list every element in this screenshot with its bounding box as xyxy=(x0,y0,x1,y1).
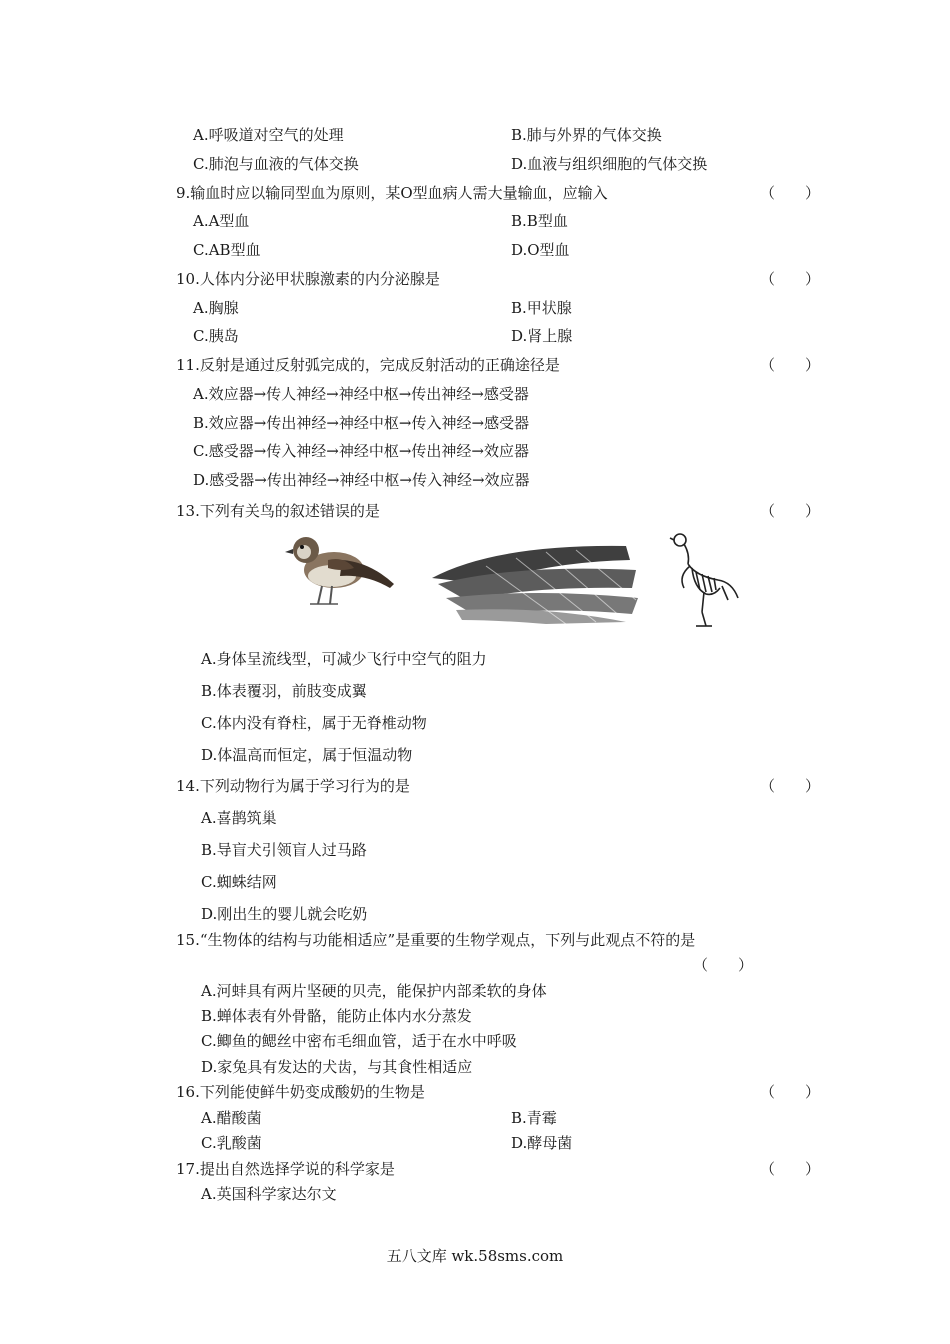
q9-stem: 9.输血时应以输同型血为原则，某O型血病人需大量输血，应输入 xyxy=(176,184,608,202)
q9-option-b: B.B型血 xyxy=(511,212,568,230)
q15-stem: 15.“生物体的结构与功能相适应”是重要的生物学观点，下列与此观点不符的是 xyxy=(176,931,696,949)
q15-option-a: A.河蚌具有两片坚硬的贝壳，能保护内部柔软的身体 xyxy=(201,982,547,1000)
q11-answer-paren: （ ） xyxy=(760,356,821,374)
bird-skeleton-illustration xyxy=(666,528,742,632)
q10-stem: 10.人体内分泌甲状腺激素的内分泌腺是 xyxy=(176,270,440,288)
q16-option-b: B.青霉 xyxy=(511,1109,557,1127)
q16-stem: 16.下列能使鲜牛奶变成酸奶的生物是 xyxy=(176,1083,425,1101)
q14-option-b: B.导盲犬引领盲人过马路 xyxy=(201,841,367,859)
q13-option-b: B.体表覆羽，前肢变成翼 xyxy=(201,682,367,700)
page-footer: 五八文库 wk.58sms.com xyxy=(386,1247,564,1265)
q13-answer-paren: （ ） xyxy=(760,502,821,520)
q11-stem: 11.反射是通过反射弧完成的，完成反射活动的正确途径是 xyxy=(176,356,560,374)
q10-answer-paren: （ ） xyxy=(760,270,821,288)
q13-option-c: C.体内没有脊柱，属于无脊椎动物 xyxy=(201,714,427,732)
q14-option-a: A.喜鹊筑巢 xyxy=(201,809,277,827)
q17-option-a: A.英国科学家达尔文 xyxy=(201,1185,337,1203)
q11-option-d: D.感受器→传出神经→神经中枢→传入神经→效应器 xyxy=(193,471,530,489)
q15-option-c: C.鲫鱼的鳃丝中密布毛细血管，适于在水中呼吸 xyxy=(201,1032,517,1050)
q9-answer-paren: （ ） xyxy=(760,184,821,202)
q17-answer-paren: （ ） xyxy=(760,1160,821,1178)
q15-answer-paren: （ ） xyxy=(693,956,754,974)
q17-stem: 17.提出自然选择学说的科学家是 xyxy=(176,1160,395,1178)
q14-stem: 14.下列动物行为属于学习行为的是 xyxy=(176,777,410,795)
q8-option-a: A.呼吸道对空气的处理 xyxy=(193,126,344,144)
q11-option-c: C.感受器→传入神经→神经中枢→传出神经→效应器 xyxy=(193,442,529,460)
q10-option-a: A.胸腺 xyxy=(193,299,239,317)
q9-option-d: D.O型血 xyxy=(511,241,570,259)
q9-option-c: C.AB型血 xyxy=(193,241,261,259)
q13-option-d: D.体温高而恒定，属于恒温动物 xyxy=(201,746,413,764)
q14-answer-paren: （ ） xyxy=(760,777,821,795)
q10-option-b: B.甲状腺 xyxy=(511,299,572,317)
q10-option-c: C.胰岛 xyxy=(193,327,239,345)
q11-option-a: A.效应器→传人神经→神经中枢→传出神经→感受器 xyxy=(193,385,529,403)
sparrow-illustration xyxy=(282,526,398,610)
q16-option-c: C.乳酸菌 xyxy=(201,1134,262,1152)
q8-option-c: C.肺泡与血液的气体交换 xyxy=(193,155,359,173)
q8-option-d: D.血液与组织细胞的气体交换 xyxy=(511,155,708,173)
q16-option-a: A.醋酸菌 xyxy=(201,1109,262,1127)
q14-option-c: C.蜘蛛结网 xyxy=(201,873,277,891)
q16-answer-paren: （ ） xyxy=(760,1083,821,1101)
q11-option-b: B.效应器→传出神经→神经中枢→传入神经→感受器 xyxy=(193,414,530,432)
q8-option-b: B.肺与外界的气体交换 xyxy=(511,126,662,144)
q13-stem: 13.下列有关鸟的叙述错误的是 xyxy=(176,502,380,520)
q15-option-d: D.家兔具有发达的犬齿，与其食性相适应 xyxy=(201,1058,473,1076)
q16-option-d: D.酵母菌 xyxy=(511,1134,573,1152)
bird-wing-illustration xyxy=(426,540,640,626)
q10-option-d: D.肾上腺 xyxy=(511,327,573,345)
q9-option-a: A.A型血 xyxy=(193,212,250,230)
q14-option-d: D.刚出生的婴儿就会吃奶 xyxy=(201,905,368,923)
q13-option-a: A.身体呈流线型，可减少飞行中空气的阻力 xyxy=(201,650,487,668)
q15-option-b: B.蝉体表有外骨骼，能防止体内水分蒸发 xyxy=(201,1007,472,1025)
